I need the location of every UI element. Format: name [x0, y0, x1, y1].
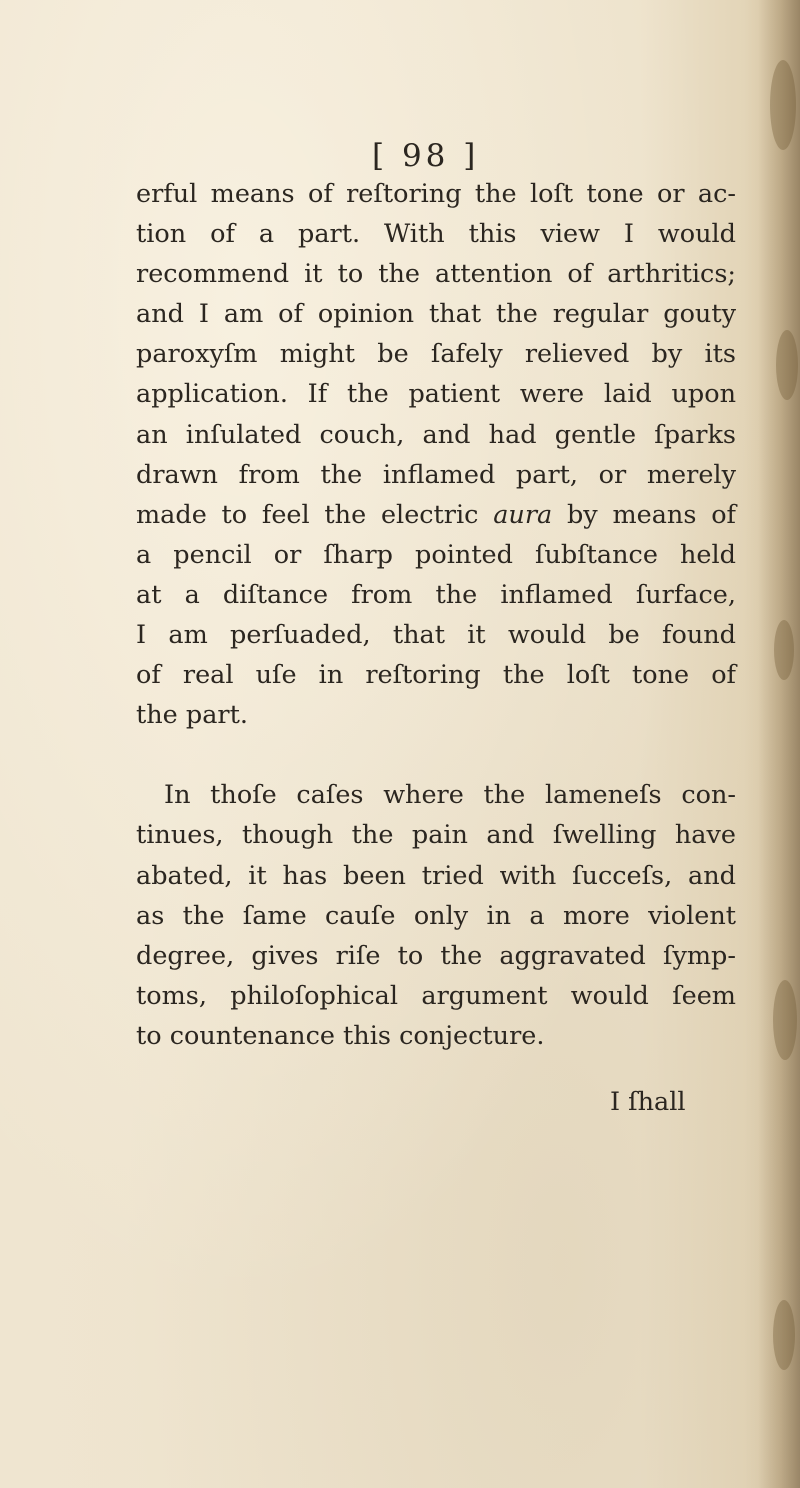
text-line-with-italic	[136, 495, 736, 535]
edge-stain	[773, 1300, 795, 1370]
text-line: the part.	[136, 700, 248, 731]
edge-stain	[770, 60, 796, 150]
text-line: erful means of reſtoring the loſt tone or ac-	[136, 179, 736, 209]
paragraph-1	[136, 174, 736, 735]
text-line: toms, philoſophical argument would ſeem	[136, 980, 736, 1011]
text-line: recommend it to the attention of arthritics;	[136, 259, 736, 290]
text-line: to countenance this conjecture.	[136, 1020, 545, 1051]
text-line: degree, gives riſe to the aggravated ſymp-	[136, 940, 736, 971]
text-line: drawn from the inflamed part, or merely	[136, 459, 736, 490]
paragraph-2	[136, 775, 736, 1056]
page-edge-shadow	[758, 0, 800, 1488]
body-text	[136, 174, 736, 1056]
paragraph-gap	[136, 735, 736, 775]
text-line: tinues, though the pain and ſwelling have	[136, 820, 736, 851]
text-line: an inſulated couch, and had gentle ſparks	[136, 419, 736, 450]
text-fragment: by means of	[552, 499, 736, 530]
text-line: and I am of opinion that the regular gouty	[136, 299, 736, 330]
edge-stain	[773, 980, 797, 1060]
text-line: application. If the patient were laid upon	[136, 379, 736, 410]
text-line: abated, it has been tried with ſucceſs, and	[136, 860, 736, 891]
text-line: a pencil or ſharp pointed ſubſtance held	[136, 539, 736, 570]
text-line: at a diſtance from the inflamed ſurface,	[136, 579, 736, 610]
text-line: of real uſe in reſtoring the loſt tone of	[136, 660, 736, 691]
text-line: I am perſuaded, that it would be found	[136, 620, 736, 651]
text-fragment: made to feel the electric	[136, 499, 494, 530]
text-line: tion of a part. With this view I would	[136, 219, 736, 250]
italic-word: aura	[493, 499, 553, 530]
edge-stain	[774, 620, 794, 680]
catchword: I ſhall	[610, 1087, 686, 1117]
text-line: as the ſame cauſe only in a more violent	[136, 900, 736, 931]
text-line: In thoſe caſes where the lameneſs con-	[164, 780, 736, 811]
edge-stain	[776, 330, 798, 400]
text-line: paroxyſm might be ſafely relieved by its	[136, 339, 736, 370]
page-number: [ 98 ]	[372, 138, 480, 174]
